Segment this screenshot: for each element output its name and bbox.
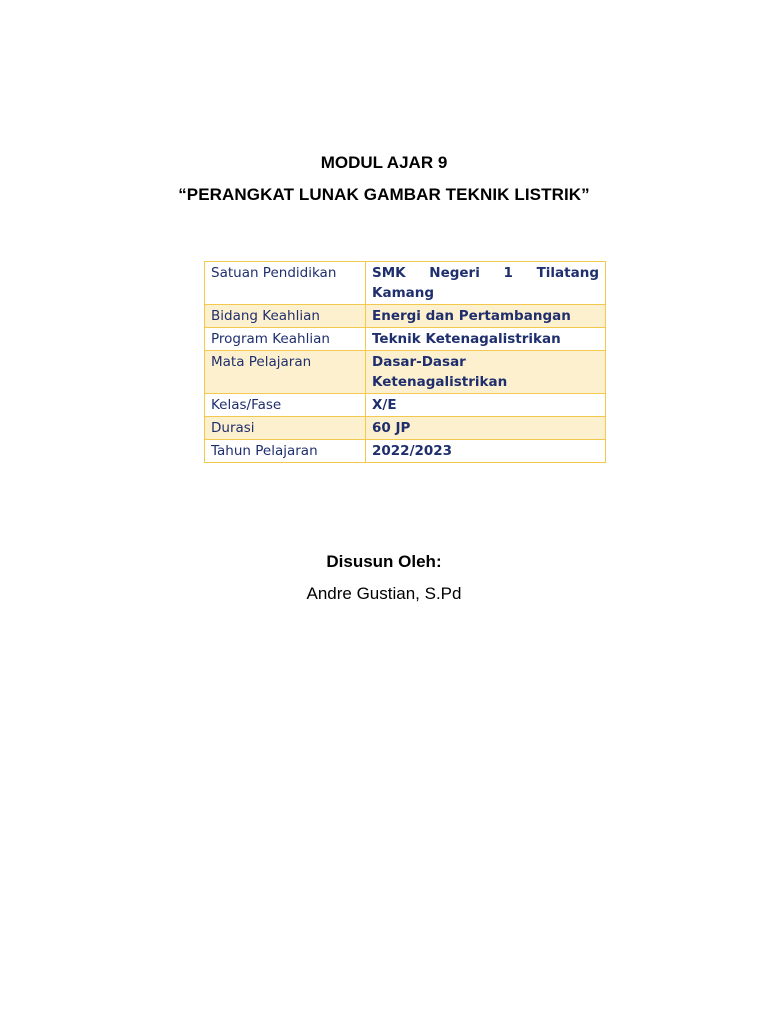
author-heading: Disusun Oleh: — [326, 552, 442, 571]
info-value: Energi dan Pertambangan — [366, 305, 606, 328]
table-row — [205, 351, 606, 394]
table-row — [205, 262, 606, 305]
info-label: Program Keahlian — [205, 328, 366, 351]
info-label: Satuan Pendidikan — [205, 262, 366, 305]
table-row — [205, 417, 606, 440]
table-row — [205, 440, 606, 463]
table-row — [205, 394, 606, 417]
table-row — [205, 328, 606, 351]
info-label: Mata Pelajaran — [205, 351, 366, 394]
author-block — [0, 550, 768, 606]
info-value: 2022/2023 — [366, 440, 606, 463]
info-value: Teknik Ketenagalistrikan — [366, 328, 606, 351]
info-label: Tahun Pelajaran — [205, 440, 366, 463]
author-name: Andre Gustian, S.Pd — [306, 584, 462, 603]
info-value: X/E — [366, 394, 606, 417]
document-title-block — [0, 150, 768, 208]
info-label: Durasi — [205, 417, 366, 440]
document-title: MODUL AJAR 9 — [320, 153, 448, 172]
info-label: Kelas/Fase — [205, 394, 366, 417]
table-row — [205, 305, 606, 328]
info-value: SMK Negeri 1 Tilatang Kamang — [366, 262, 606, 305]
module-info-table — [204, 261, 606, 463]
info-label: Bidang Keahlian — [205, 305, 366, 328]
info-value: 60 JP — [366, 417, 606, 440]
info-value: Dasar-Dasar Ketenagalistrikan — [366, 351, 606, 394]
document-subtitle: “PERANGKAT LUNAK GAMBAR TEKNIK LISTRIK” — [178, 185, 590, 204]
